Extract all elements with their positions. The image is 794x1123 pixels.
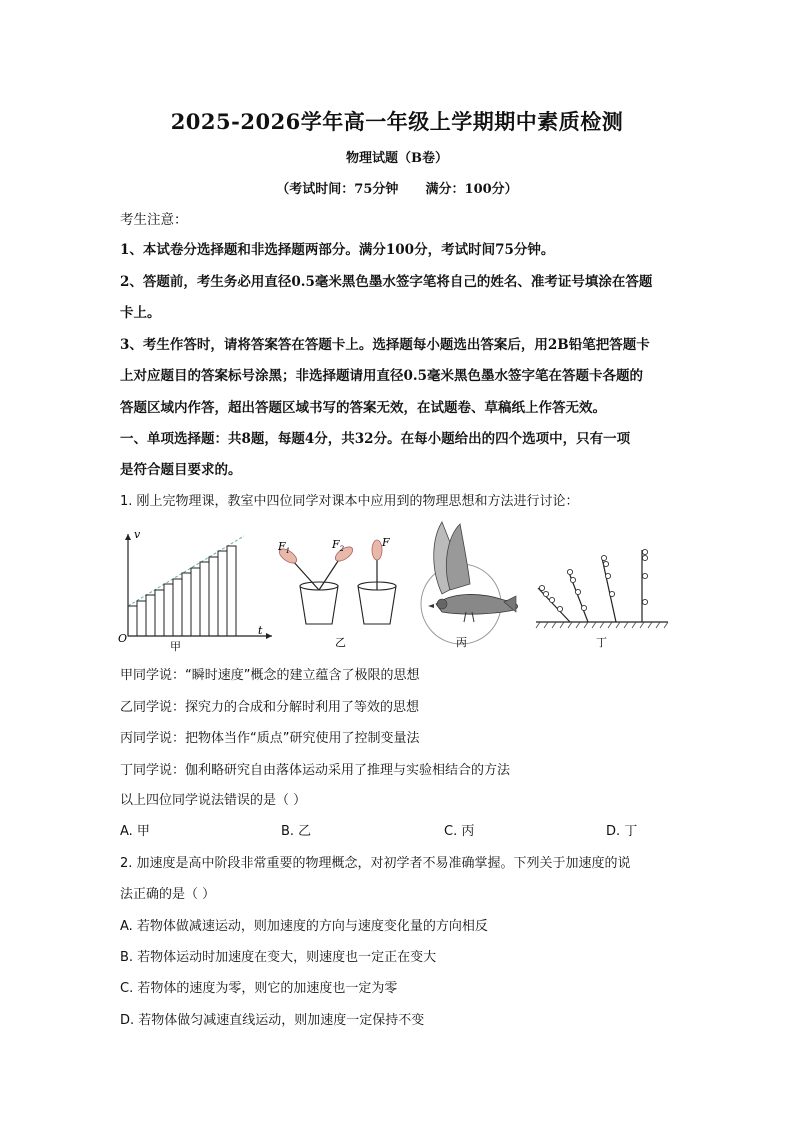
q1-statement-bing: 丙同学说：把物体当作“质点”研究使用了控制变量法 (120, 731, 420, 746)
caption-bing: 丙 (456, 636, 467, 649)
caption-jia: 甲 (170, 640, 181, 653)
q2-option-c[interactable]: C. 若物体的速度为零，则它的加速度也一定为零 (120, 981, 398, 996)
origin-label: O (118, 632, 128, 645)
exam-time-info: （考试时间：75分钟 满分：100分） (276, 182, 518, 197)
f-label: F (382, 536, 390, 549)
section-heading-cont: 是符合题目要求的。 (120, 462, 242, 478)
q2-stem-cont: 法正确的是（ ） (120, 887, 216, 902)
notice-item-1: 1、本试卷分选择题和非选择题两部分。满分100分，考试时间75分钟。 (120, 242, 555, 258)
axis-v-label: v (134, 528, 141, 541)
diagram-ding (536, 549, 668, 649)
q1-option-c[interactable]: C. 丙 (444, 824, 475, 839)
caption-ding: 丁 (596, 636, 607, 649)
q1-statement-ding: 丁同学说：伽利略研究自由落体运动采用了推理与实验相结合的方法 (120, 763, 511, 778)
exam-title: 2025-2026学年高一年级上学期期中素质检测 (170, 109, 624, 134)
q1-statement-jia: 甲同学说：“瞬时速度”概念的建立蕴含了极限的思想 (120, 668, 420, 683)
eagle-icon (421, 522, 518, 649)
q1-stem: 1. 刚上完物理课，教室中四位同学对课本中应用到的物理思想和方法进行讨论： (120, 494, 579, 509)
f1-label: $F_1$ (278, 540, 291, 555)
notice-item-2-cont: 卡上。 (120, 305, 161, 321)
notice-item-2: 2、答题前，考生务必用直径0.5毫米黑色墨水签字笔将自己的姓名、准考证号填涂在答题 (120, 274, 653, 290)
q2-option-b[interactable]: B. 若物体运动时加速度在变大，则速度也一定正在变大 (120, 950, 437, 965)
q1-figure-svg (112, 518, 672, 656)
section-heading: 一、单项选择题：共8题，每题4分，共32分。在每小题给出的四个选项中，只有一项 (120, 431, 631, 447)
q1-option-a[interactable]: A. 甲 (120, 824, 150, 839)
diagram-yi (277, 536, 396, 649)
axis-t-label: t (258, 624, 263, 637)
q2-option-d[interactable]: D. 若物体做匀减速直线运动，则加速度一定保持不变 (120, 1013, 425, 1028)
graph-jia (118, 528, 272, 653)
q1-option-b[interactable]: B. 乙 (281, 824, 312, 839)
notice-item-3: 3、考生作答时，请将答案答在答题卡上。选择题每小题选出答案后，用2B铅笔把答题卡 (120, 337, 650, 353)
notice-item-3-cont2: 答题区域内作答，超出答题区域书写的答案无效，在试题卷、草稿纸上作答无效。 (120, 400, 606, 416)
f2-label: $F_2$ (332, 538, 345, 553)
q1-ask: 以上四位同学说法错误的是（ ） (120, 793, 307, 808)
caption-yi: 乙 (335, 636, 346, 649)
q1-option-d[interactable]: D. 丁 (606, 824, 638, 839)
exam-subtitle: 物理试题（B卷） (346, 151, 448, 166)
q1-statement-yi: 乙同学说：探究力的合成和分解时利用了等效的思想 (120, 700, 420, 715)
notice-item-3-cont1: 上对应题目的答案标号涂黑；非选择题请用直径0.5毫米黑色墨水签字笔在答题卡各题的 (120, 368, 643, 384)
notice-heading: 考生注意： (120, 212, 188, 228)
q2-stem: 2. 加速度是高中阶段非常重要的物理概念，对初学者不易准确掌握。下列关于加速度的说 (120, 856, 631, 871)
q1-figure (112, 518, 672, 656)
q2-option-a[interactable]: A. 若物体做减速运动，则加速度的方向与速度变化量的方向相反 (120, 919, 488, 934)
